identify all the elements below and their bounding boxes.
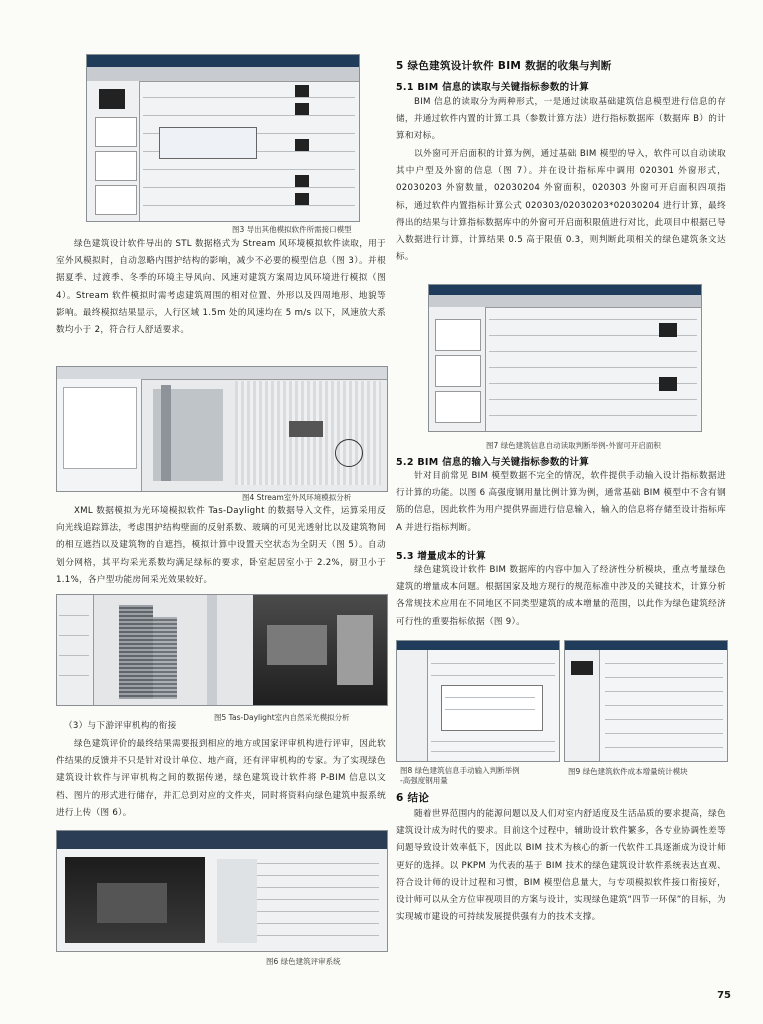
figure-3-toolbar (87, 67, 359, 82)
right-paragraph-4: 绿色建筑设计软件 BIM 数据库的内容中加入了经济性分析模块，重点考量绿色建筑的增量成本问题。根据国家及地方现行的规范标准中涉及的关键技术，计算分析各常规技术应用在不同地区不同类型建筑的成本增量的范围，以此作为绿色建筑经济可行性的重要指标依据（图 9）。 (396, 565, 726, 627)
figure-8-caption (400, 766, 520, 786)
right-paragraph-1: BIM 信息的读取分为两种形式，一是通过读取基础建筑信息模型进行信息的存储，并通过软件内置的计算工具（参数计算方法）进行指标数据库（数据库 B）的计算和对标。 (396, 97, 726, 142)
right-paragraph-2: 以外窗可开启面积的计算为例，通过基础 BIM 模型的导入，软件可以自动读取其中户型及外窗的信息（图 7）。并在设计指标库中调用 020301 外窗形式，02030203 外窗数量，02030204 外窗面积，020303 外窗可开启面积四项指标，通过软件内置指标计算公式 020303/02030203*02030204 进行计算，最终得出的结果与计算指标数据库中的外窗可开启面积限值进行对比，此项目中根据已导入数据进行计算，计算结果 0.5 高于限值 0.3，则判断此项相关的绿色建筑条文达标。 (396, 149, 726, 263)
figure-7-screenshot (428, 284, 702, 432)
figure-3-caption: 图3 导出其他模拟软件所需接口模型 (232, 225, 352, 234)
left-paragraph-2: XML 数据模拟为光环境模拟软件 Tas-Daylight 的数据导入文件，运算采用反向光线追踪算法，考虑围护结构壁面的反射系数、玻璃的可见光透射比以及建筑物间的相互遮挡以及建筑物的自遮挡，模拟计算中设置天空状态为全阴天（图 5）。自动划分网格，其平均采光系数均满足绿标的要求，卧室起居室小于 2.2%，厨卫小于 1.1%，各户型功能房间采光效果较好。 (56, 506, 386, 585)
section-5-3-heading: 5.3 增量成本的计算 (396, 551, 486, 562)
figure-3-screenshot (86, 54, 360, 222)
left-subheading-3: （3）与下游评审机构的衔接 (64, 721, 177, 731)
left-paragraph-3: 绿色建筑评价的最终结果需要报到相应的地方或国家评审机构进行评审，因此软件结果的反馈并不只是针对设计单位、地产商，还有评审机构的专家。为了实现绿色建筑设计软件与评审机构之间的数据传递，绿色建筑设计软件将 P-BIM 信息以文档、图片的形式进行储存，并汇总到对应的文件夹，同时将资料向绿色建筑申报系统进行上传（图 6）。 (56, 739, 386, 818)
figure-4-caption: 图4 Stream室外风环境模拟分析 (242, 493, 352, 502)
figure-6-caption: 图6 绿色建筑评审系统 (266, 957, 341, 966)
figure-5-caption: 图5 Tas-Daylight室内自然采光模拟分析 (214, 713, 350, 722)
figure-9-caption: 图9 绿色建筑软件成本增量统计模块 (568, 767, 688, 776)
section-5-heading: 5 绿色建筑设计软件 BIM 数据的收集与判断 (396, 60, 612, 72)
figure-8-caption-line-1: 图8 绿色建筑信息手动输入判断举例 (400, 766, 520, 775)
figure-4-screenshot (56, 366, 388, 492)
figure-8-screenshot (396, 640, 560, 762)
figure-7-caption: 图7 绿色建筑信息自动读取判断举例-外窗可开启面积 (486, 441, 661, 450)
figure-8-caption-line-2: -高强度钢用量 (400, 776, 448, 785)
right-paragraph-5: 随着世界范围内的能源问题以及人们对室内舒适度及生活品质的要求提高，绿色建筑设计成为时代的要求。目前这个过程中，辅助设计软件繁多，各专业协调性差等问题导致设计效率低下，因此以 BIM 技术为核心的新一代软件工具逐渐成为设计师更好的选择。以 PKPM 为代表的基于 BIM 技术的绿色建筑设计软件系统表达直观、符合设计师的设计过程和习惯，BIM 模型信息量大，与专项模拟软件接口衔接好，设计师可以从全方位审视项目的方案与设计，实现绿色建筑“四节一环保”的目标，为实现城市建设的可持续发展提供强有力的技术支撑。 (396, 809, 726, 923)
section-5-1-heading: 5.1 BIM 信息的读取与关键指标参数的计算 (396, 82, 590, 93)
right-paragraph-3: 针对目前常见 BIM 模型数据不完全的情况，软件提供手动输入设计指标数据进行计算的功能。以图 6 高强度钢用量比例计算为例，通常基础 BIM 模型中不含有钢筋的信息，因此软件为用户提供界面进行信息输入，输入的信息将存储至设计指标库 A 并进行指标判断。 (396, 471, 726, 533)
figure-9-screenshot (564, 640, 728, 762)
section-6-heading: 6 结论 (396, 792, 430, 804)
figure-5-screenshot (56, 594, 388, 706)
page-number: 75 (717, 990, 731, 1001)
figure-3-dialog (159, 127, 257, 159)
left-paragraph-1: 绿色建筑设计软件导出的 STL 数据格式为 Stream 风环境模拟软件读取，用于室外风模拟时，自动忽略内围护结构的影响，减少不必要的模型信息（图 3）。并根据夏季、过渡季、冬季的环境主导风向、风速对建筑方案周边风环境进行模拟（图 4）。Stream 软件模拟时需考虑建筑周围的相对位置、外形以及四周地形、地貌等影响。最终模拟结果显示，人行区域 1.5m 处的风速均在 5 m/s 以下，风速放大系数均小于 2，符合行人舒适要求。 (56, 239, 386, 336)
section-5-2-heading: 5.2 BIM 信息的输入与关键指标参数的计算 (396, 457, 590, 468)
figure-6-screenshot (56, 830, 388, 952)
figure-3-titlebar (87, 55, 359, 67)
